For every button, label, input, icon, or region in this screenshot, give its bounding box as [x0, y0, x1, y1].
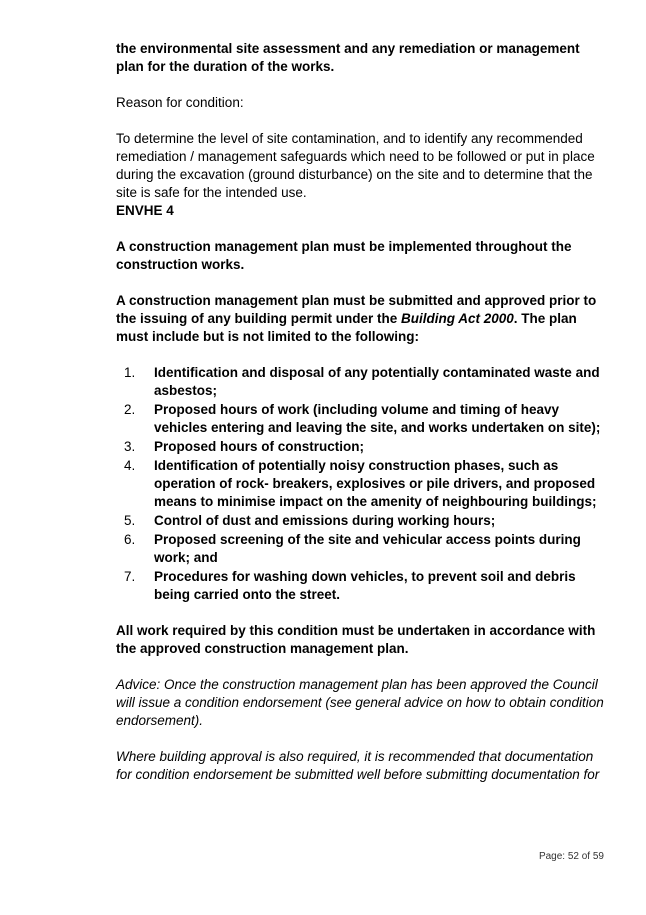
cmp-submitted-paragraph	[116, 292, 608, 346]
list-item	[116, 457, 608, 511]
list-item	[116, 531, 608, 567]
list-item-text: Proposed hours of construction;	[154, 439, 365, 454]
building-approval-paragraph: Where building approval is also required, it is recommended that documentation for condition endorsement be submitted well before submitting documentation for	[116, 749, 600, 782]
list-item-text: Proposed screening of the site and vehicular access points during work; and	[154, 532, 581, 565]
list-item-text: Identification of potentially noisy construction phases, such as operation of rock- breakers, explosives or pile drivers, and proposed means to minimise impact on the amenity of neighbouring buildings;	[154, 458, 597, 509]
all-work-paragraph: All work required by this condition must be undertaken in accordance with the approved construction management plan.	[116, 623, 596, 656]
page-number: Page: 52 of 59	[538, 851, 604, 862]
list-item-number: 3.	[124, 439, 136, 454]
advice-paragraph: Advice: Once the construction management plan has been approved the Council will issue a condition endorsement (see general advice on how to obtain condition endorsement).	[116, 677, 604, 728]
list-item-number: 4.	[124, 458, 136, 473]
building-act-title: Building Act 2000	[401, 311, 514, 326]
page-content	[116, 40, 608, 784]
list-item-number: 2.	[124, 402, 136, 417]
condition-heading: ENVHE 4	[116, 203, 174, 218]
cmp-submitted-pre: A construction management plan must be submitted and approved prior to the issuing of any building permit under the	[116, 293, 597, 326]
list-item-text: Procedures for washing down vehicles, to prevent soil and debris being carried onto the street.	[154, 569, 576, 602]
list-item-text: Identification and disposal of any potentially contaminated waste and asbestos;	[154, 365, 600, 398]
list-item	[116, 364, 608, 400]
list-item-number: 6.	[124, 532, 136, 547]
reason-text: To determine the level of site contamination, and to identify any recommended remediation / management safeguards which need to be followed or put in place during the excavation (ground disturbance) on the site and to determine that the site is safe for the intended use.	[116, 131, 595, 200]
list-item-text: Proposed hours of work (including volume and timing of heavy vehicles entering and leaving the site, and works undertaken on site);	[154, 402, 601, 435]
cmp-implemented-paragraph: A construction management plan must be implemented throughout the construction works.	[116, 239, 572, 272]
cmp-submitted-post: . The plan must include but is not limited to the following:	[116, 311, 577, 344]
list-item-number: 7.	[124, 569, 136, 584]
list-item	[116, 401, 608, 437]
list-item	[116, 438, 608, 456]
list-item	[116, 568, 608, 604]
reason-label: Reason for condition:	[116, 95, 244, 110]
requirements-list	[116, 364, 608, 604]
list-item-number: 5.	[124, 513, 136, 528]
list-item	[116, 512, 608, 530]
list-item-text: Control of dust and emissions during working hours;	[154, 513, 496, 528]
intro-paragraph: the environmental site assessment and any remediation or management plan for the duration of the works.	[116, 41, 580, 74]
list-item-number: 1.	[124, 365, 136, 380]
